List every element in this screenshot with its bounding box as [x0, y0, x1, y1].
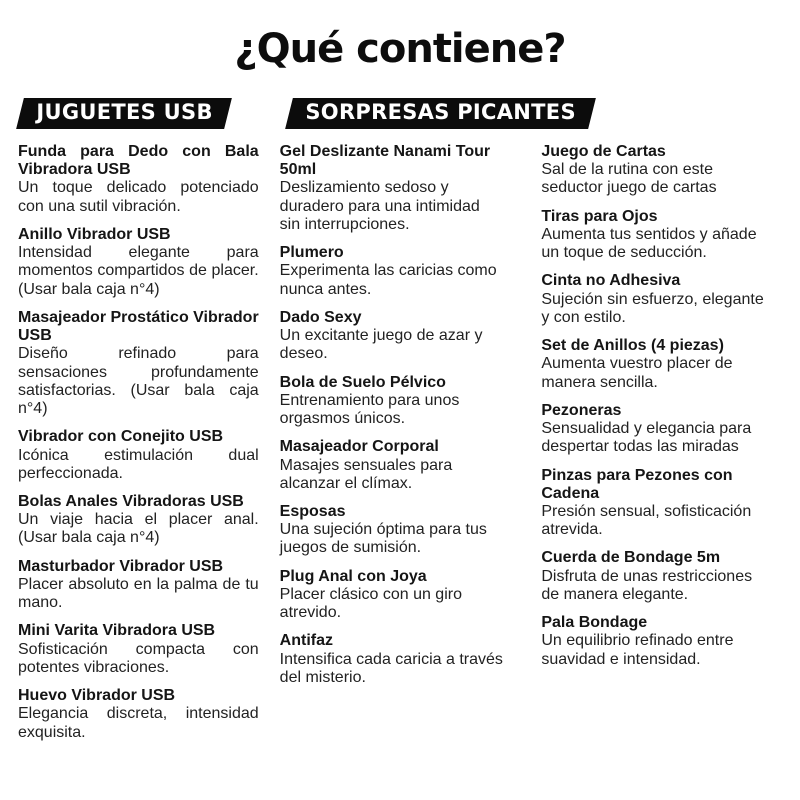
product-name: Funda para Dedo con Bala Vibradora USB — [18, 143, 259, 179]
column-sorpresas-picantes-1 — [280, 143, 521, 752]
column-juguetes-usb — [18, 143, 259, 752]
product-item — [541, 402, 782, 457]
product-item — [541, 337, 782, 392]
product-name: Plug Anal con Joya — [279, 567, 427, 585]
product-description: Aumenta vuestro placer de manera sencilla. — [541, 355, 733, 391]
product-name: Masajeador Corporal — [279, 438, 439, 456]
product-description: Diseño refinado para sensaciones profundamente satisfactorias. (Usar bala caja n°4) — [18, 345, 259, 418]
product-name: Huevo Vibrador USB — [18, 687, 176, 705]
product-item — [18, 143, 259, 216]
product-name: Dado Sexy — [279, 308, 362, 326]
product-description: Intensifica cada caricia a través del misterio. — [279, 650, 503, 686]
product-name: Pinzas para Pezones con Cadena — [541, 466, 733, 502]
product-item — [280, 244, 521, 299]
product-item — [18, 493, 259, 548]
product-item — [280, 503, 521, 558]
product-description: Presión sensual, sofisticación atrevida. — [541, 502, 752, 539]
product-name: Cinta no Adhesiva — [541, 272, 681, 290]
product-description: Sal de la rutina con este seductor juego de cartas — [541, 161, 717, 197]
product-description: Un viaje hacia el placer anal. (Usar bala caja n°4) — [18, 511, 259, 547]
product-item — [18, 309, 259, 418]
product-name: Gel Deslizante Nanami Tour 50ml — [279, 143, 491, 179]
product-description: Deslizamiento sedoso y duradero para una intimidad sin interrupciones. — [279, 179, 480, 233]
product-description: Entrenamiento para unos orgasmos únicos. — [279, 391, 460, 428]
product-description: Aumenta tus sentidos y añade un toque de seducción. — [541, 225, 757, 262]
product-name: Plumero — [279, 244, 344, 262]
product-item — [18, 226, 259, 299]
product-name: Bola de Suelo Pélvico — [279, 373, 446, 391]
column-sorpresas-picantes-2 — [541, 143, 782, 752]
product-name: Juego de Cartas — [541, 143, 666, 160]
product-name: Pezoneras — [541, 401, 622, 419]
product-description: Un excitante juego de azar y deseo. — [279, 327, 483, 363]
product-description: Sensualidad y elegancia para despertar todas las miradas — [541, 420, 752, 456]
product-item — [280, 438, 521, 493]
product-name: Esposas — [279, 502, 346, 520]
product-name: Anillo Vibrador USB — [18, 225, 171, 243]
product-name: Tiras para Ojos — [541, 207, 658, 225]
product-description: Intensidad elegante para momentos compartidos de placer. (Usar bala caja n°4) — [18, 244, 259, 298]
product-name: Bolas Anales Vibradoras USB — [18, 492, 244, 510]
product-item — [18, 428, 259, 483]
product-description: Sofisticación compacta con potentes vibraciones. — [18, 640, 259, 676]
product-item — [280, 309, 521, 364]
section-banner-sorpresas-picantes — [285, 98, 595, 129]
product-item — [280, 143, 521, 234]
product-description: Experimenta las caricias como nunca antes. — [279, 262, 497, 298]
product-item — [18, 558, 259, 613]
product-item — [541, 272, 782, 327]
product-item — [541, 614, 782, 669]
product-name: Masajeador Prostático Vibrador USB — [18, 308, 259, 345]
product-item — [541, 208, 782, 263]
page-title: ¿Qué contiene? — [234, 26, 566, 72]
product-item — [18, 687, 259, 742]
product-item — [541, 467, 782, 540]
product-description: Un equilibrio refinado entre suavidad e intensidad. — [541, 632, 734, 668]
product-description: Una sujeción óptima para tus juegos de sumisión. — [279, 521, 487, 557]
product-name: Set de Anillos (4 piezas) — [541, 337, 724, 355]
product-item — [541, 549, 782, 604]
product-name: Vibrador con Conejito USB — [18, 428, 224, 446]
product-description: Masajes sensuales para alcanzar el clímax. — [279, 456, 453, 492]
product-name: Cuerda de Bondage 5m — [541, 549, 721, 567]
product-description: Sujeción sin esfuerzo, elegante y con estilo. — [541, 290, 764, 326]
product-description: Elegancia discreta, intensidad exquisita. — [18, 705, 259, 741]
section-banner-label: SORPRESAS PICANTES — [305, 100, 576, 124]
product-description: Disfruta de unas restricciones de manera elegante. — [541, 567, 753, 603]
product-name: Masturbador Vibrador USB — [18, 557, 224, 575]
product-item — [280, 374, 521, 429]
section-headers — [20, 98, 782, 129]
content-columns — [18, 143, 782, 752]
product-name: Mini Varita Vibradora USB — [18, 622, 216, 640]
product-item — [18, 622, 259, 677]
product-description: Placer clásico con un giro atrevido. — [279, 585, 462, 622]
product-name: Pala Bondage — [541, 614, 648, 632]
section-header-slot-right — [289, 98, 592, 129]
product-item — [280, 568, 521, 623]
product-name: Antifaz — [279, 632, 333, 650]
product-description: Un toque delicado potenciado con una sutil vibración. — [18, 179, 259, 215]
section-banner-label: JUGUETES USB — [36, 100, 213, 124]
product-description: Placer absoluto en la palma de tu mano. — [18, 575, 259, 612]
product-description: Icónica estimulación dual perfeccionada. — [18, 446, 259, 482]
section-header-slot-left — [20, 98, 268, 129]
product-item — [541, 143, 782, 198]
product-item — [280, 632, 521, 687]
section-banner-juguetes-usb — [16, 98, 232, 129]
